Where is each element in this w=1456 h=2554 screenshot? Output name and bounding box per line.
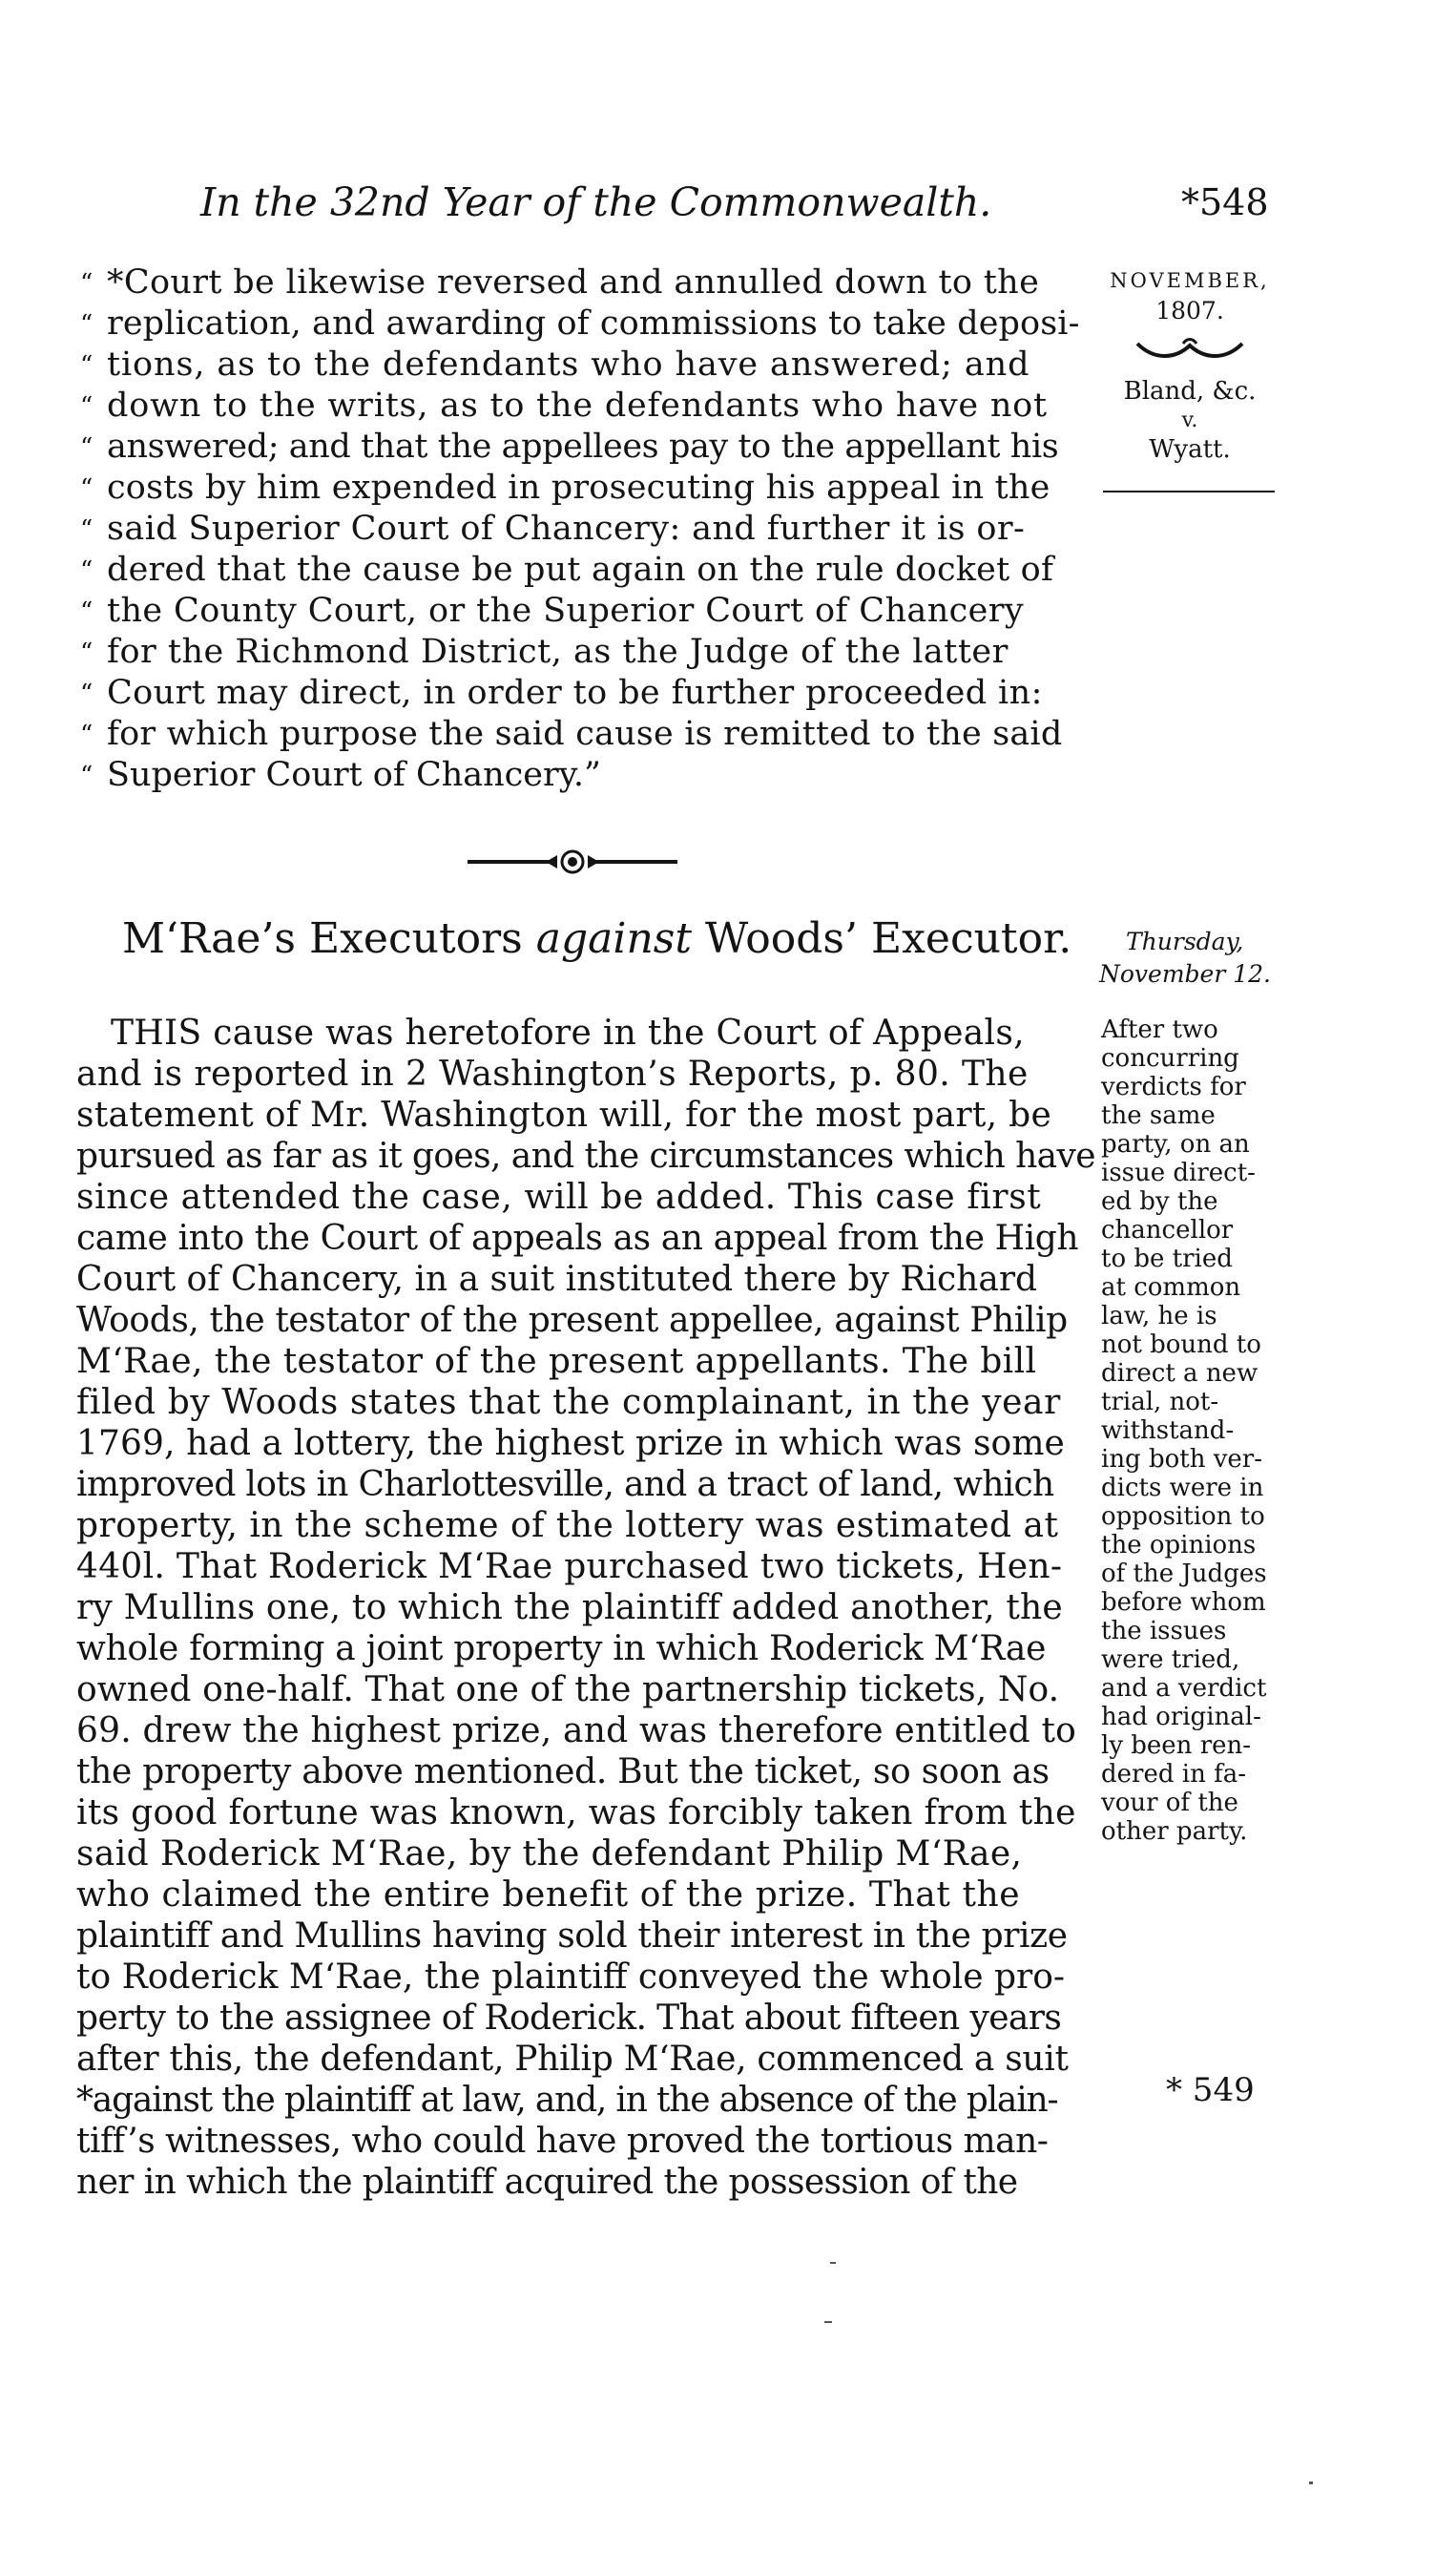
margin-line: the same [1101, 1101, 1216, 1130]
body-line: Woods, the testator of the present appellee, against Philip [76, 1301, 1068, 1340]
body-line: who claimed the entire benefit of the prize. That the [76, 1875, 1021, 1915]
quote-mark: “ [80, 433, 94, 462]
body-line: plaintiff and Mullins having sold their interest in the prize [76, 1916, 1068, 1956]
margin-line: party, on an [1101, 1130, 1250, 1159]
body-line: property, in the scheme of the lottery was estimated at [76, 1506, 1059, 1545]
margin-line: issue direct- [1101, 1159, 1256, 1187]
quote-line: replication, and awarding of commissions to take deposi- [107, 304, 1080, 343]
body-line: perty to the assignee of Roderick. That about fifteen years [76, 1999, 1062, 2038]
body-line: since attended the case, will be added. This case first [76, 1178, 1042, 1217]
quote-line: said Superior Court of Chancery: and further it is or- [107, 510, 1026, 548]
body-line: after this, the defendant, Philip M‘Rae, commenced a suit [76, 2040, 1069, 2079]
body-line: M‘Rae, the testator of the present appellants. The bill [76, 1342, 1037, 1381]
body-line: tiff’s witnesses, who could have proved the tortious man- [76, 2122, 1049, 2161]
margin-line: of the Judges [1101, 1560, 1267, 1588]
margin-line: had original- [1101, 1703, 1261, 1731]
date-day: Thursday, [1126, 928, 1244, 955]
quote-mark: “ [80, 721, 94, 749]
star-page-marker: * 549 [1166, 2071, 1255, 2109]
quote-mark: “ [80, 310, 94, 339]
margin-line: vour of the [1101, 1789, 1238, 1817]
body-line: pursued as far as it goes, and the circumstances which have [76, 1137, 1095, 1176]
margin-line: the opinions [1101, 1531, 1257, 1560]
quote-line: for the Richmond District, as the Judge of the latter [107, 633, 1009, 671]
body-line: statement of Mr. Washington will, for the most part, be [76, 1096, 1052, 1135]
margin-line: law, he is [1101, 1302, 1217, 1330]
quote-mark: “ [80, 556, 94, 585]
quote-mark: “ [80, 474, 94, 503]
body-line: owned one-half. That one of the partnership tickets, No. [76, 1670, 1060, 1709]
margin-line: before whom [1101, 1588, 1266, 1617]
quote-line: *Court be likewise reversed and annulled down to the [107, 263, 1040, 302]
margin-line: withstand- [1101, 1416, 1235, 1445]
quote-mark: “ [80, 392, 94, 421]
body-line: 69. drew the highest prize, and was therefore entitled to [76, 1711, 1076, 1750]
margin-line: and a verdict [1101, 1674, 1267, 1703]
case-title [122, 914, 1071, 963]
quote-mark: “ [80, 597, 94, 626]
body-line: and is reported in 2 Washington’s Reports, p. 80. The [76, 1055, 1029, 1094]
case-title-part1: M‘Rae’s Executors [122, 914, 536, 963]
quote-mark: “ [80, 680, 94, 708]
running-head: In the 32nd Year of the Commonwealth. [200, 179, 992, 225]
speck [1309, 2481, 1313, 2484]
quote-line: Superior Court of Chancery.” [107, 756, 601, 794]
speck [824, 2321, 832, 2323]
body-line: to Roderick M‘Rae, the plaintiff conveyed the whole pro- [76, 1957, 1066, 1997]
body-line: said Roderick M‘Rae, by the defendant Philip M‘Rae, [76, 1834, 1023, 1874]
quote-mark: “ [80, 351, 94, 380]
margin-line: at common [1101, 1273, 1241, 1302]
quote-line: answered; and that the appellees pay to the appellant his [107, 428, 1059, 466]
body-line: whole forming a joint property in which Roderick M‘Rae [76, 1629, 1047, 1668]
margin-line: chancellor [1101, 1216, 1234, 1245]
margin-line: ly been ren- [1101, 1731, 1252, 1760]
quote-mark: “ [80, 638, 94, 667]
body-line: its good fortune was known, was forcibly taken from the [76, 1793, 1076, 1832]
body-line: filed by Woods states that the complainant, in the year [76, 1383, 1061, 1422]
body-line: ry Mullins one, to which the plaintiff added another, the [76, 1588, 1063, 1627]
quote-mark: “ [80, 515, 94, 544]
margin-line: other party. [1101, 1817, 1248, 1846]
body-line: improved lots in Charlottesville, and a tract of land, which [76, 1465, 1054, 1504]
ornament-rule-icon [468, 848, 677, 876]
sidenote-month: NOVEMBER, [1110, 269, 1270, 292]
margin-line: were tried, [1101, 1645, 1240, 1674]
case-title-part3: Woods’ Executor. [692, 914, 1072, 963]
quote-line: dered that the cause be put again on the rule docket of [107, 551, 1054, 589]
quote-line: tions, as to the defendants who have answered; and [107, 345, 1030, 384]
body-line: THIS cause was heretofore in the Court of Appeals, [111, 1014, 1025, 1053]
body-line: came into the Court of appeals as an appeal from the High [76, 1219, 1079, 1258]
margin-line: dicts were in [1101, 1474, 1264, 1502]
margin-line: to be tried [1101, 1245, 1233, 1273]
quote-line: the County Court, or the Superior Court of Chancery [107, 592, 1025, 630]
margin-line: not bound to [1101, 1330, 1261, 1359]
sidenote-year: 1807. [1155, 297, 1224, 324]
body-line: 1769, had a lottery, the highest prize in which was some [76, 1424, 1065, 1463]
sidenote-versus: v. [1181, 408, 1198, 432]
sidenote-parties: Bland, &c. [1123, 377, 1257, 406]
body-line: *against the plaintiff at law, and, in the absence of the plain- [76, 2081, 1058, 2120]
body-line: 440l. That Roderick M‘Rae purchased two tickets, Hen- [76, 1547, 1063, 1586]
sidenote-party2: Wyatt. [1149, 435, 1231, 464]
quote-line: costs by him expended in prosecuting his appeal in the [107, 469, 1050, 507]
sidenote-rule [1103, 491, 1275, 492]
margin-line: ed by the [1101, 1187, 1218, 1216]
quote-mark: “ [80, 269, 94, 298]
body-line: Court of Chancery, in a suit instituted there by Richard [76, 1260, 1038, 1299]
quote-mark: “ [80, 762, 94, 790]
case-title-against: against [535, 914, 693, 963]
quote-line: Court may direct, in order to be further proceeded in: [107, 674, 1043, 712]
margin-line: opposition to [1101, 1502, 1265, 1531]
margin-line: verdicts for [1101, 1073, 1246, 1101]
margin-line: the issues [1101, 1617, 1227, 1645]
margin-line: trial, not- [1101, 1388, 1219, 1416]
margin-line: direct a new [1101, 1359, 1258, 1388]
body-line: ner in which the plaintiff acquired the possession of the [76, 2163, 1018, 2202]
page-number: *548 [1181, 181, 1269, 223]
quote-line: down to the writs, as to the defendants who have not [107, 387, 1048, 425]
flourish-icon [1135, 334, 1244, 365]
date-date: November 12. [1099, 960, 1272, 988]
margin-line: concurring [1101, 1044, 1239, 1073]
margin-line: ing both ver- [1101, 1445, 1263, 1474]
margin-line: dered in fa- [1101, 1760, 1246, 1789]
margin-line: After two [1101, 1015, 1218, 1044]
quote-line: for which purpose the said cause is remitted to the said [107, 715, 1063, 753]
speck [830, 2262, 836, 2264]
body-line: the property above mentioned. But the ticket, so soon as [76, 1752, 1050, 1791]
